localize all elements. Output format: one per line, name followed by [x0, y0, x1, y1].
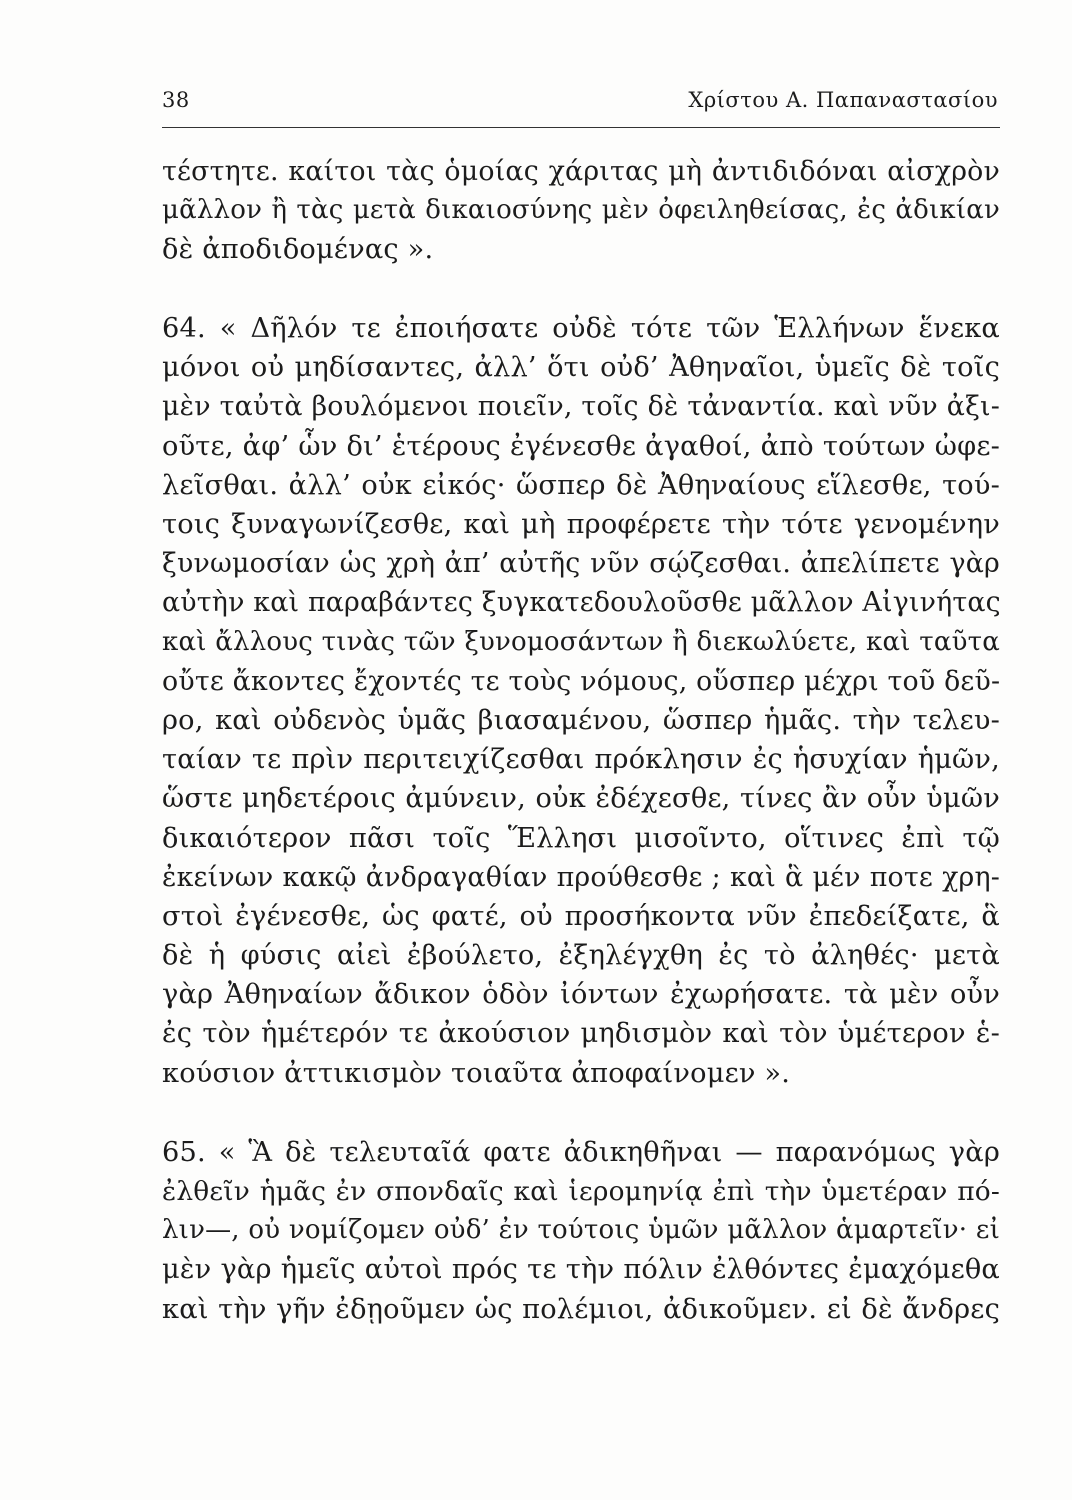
text-line: 64. « Δῆλόν τε ἐποιήσατε οὐδὲ τότε τῶν Ἑλλήνων ἕνεκα [162, 313, 1000, 345]
text-line: ὥστε μηδετέροις ἀμύνειν, οὐκ ἐδέχεσθε, τίνες ἂν οὖν ὑμῶν [162, 783, 1000, 815]
paragraph-gap [162, 270, 1000, 310]
text-line: αὐτὴν καὶ παραβάντες ξυγκατεδουλοῦσθε μᾶλλον Αἰγινήτας [162, 587, 1001, 619]
text-line: δὲ ἡ φύσις αἰεὶ ἐβούλετο, ἐξηλέγχθη ἐς τὸ ἀληθές· μετὰ [162, 940, 1000, 972]
text-line: μᾶλλον ἢ τὰς μετὰ δικαιοσύνης μὲν ὀφειληθείσας, ἐς ἀδικίαν [162, 195, 1000, 226]
text-line: οὔτε ἄκοντες ἔχοντές τε τοὺς νόμους, οὕσπερ μέχρι τοῦ δεῦ- [162, 665, 1001, 697]
text-line: λεῖσθαι. ἀλλ’ οὐκ εἰκός· ὥσπερ δὲ Ἀθηναίους εἵλεσθε, τού- [162, 469, 1000, 501]
text-line: δὲ ἀποδιδομένας ». [162, 234, 434, 266]
text-line: μὲν ταὐτὰ βουλόμενοι ποιεῖν, τοῖς δὲ τἀναντία. καὶ νῦν ἀξι- [162, 391, 1000, 423]
text-line: μόνοι οὐ μηδίσαντες, ἀλλ’ ὅτι οὐδ’ Ἀθηναῖοι, ὑμεῖς δὲ τοῖς [162, 352, 1000, 384]
text-line: λιν—, οὐ νομίζομεν οὐδ’ ἐν τούτοις ὑμῶν μᾶλλον ἁμαρτεῖν· εἰ [162, 1215, 1000, 1246]
text-line: ἐς τὸν ἡμέτερόν τε ἀκούσιον μηδισμὸν καὶ τὸν ὑμέτερον ἑ- [162, 1018, 1000, 1050]
text-line: ἐκείνων κακῷ ἀνδραγαθίαν προύθεσθε ; καὶ ἃ μέν ποτε χρη- [162, 861, 1000, 893]
text-line: ξυνωμοσίαν ὡς χρὴ ἀπ’ αὐτῆς νῦν σῴζεσθαι. ἀπελίπετε γὰρ [162, 548, 1000, 580]
text-line: 65. « Ἃ δὲ τελευταῖά φατε ἀδικηθῆναι — παρανόμως γὰρ [162, 1136, 1000, 1168]
text-line: ταίαν τε πρὶν περιτειχίζεσθαι πρόκλησιν ἐς ἡσυχίαν ἡμῶν, [162, 744, 1000, 776]
text-line: τοις ξυναγωνίζεσθε, καὶ μὴ προφέρετε τὴν τότε γενομένην [162, 509, 1000, 540]
text-line: καὶ τὴν γῆν ἐδῃοῦμεν ὡς πολέμιοι, ἀδικοῦμεν. εἰ δὲ ἄνδρες [162, 1293, 1000, 1325]
running-head: Χρίστου Α. Παπαναστασίου [688, 88, 998, 112]
text-line: οῦτε, ἀφ’ ὧν δι’ ἑτέρους ἐγένεσθε ἀγαθοί, ἀπὸ τούτων ὠφε- [162, 430, 1000, 462]
page-number: 38 [162, 88, 190, 112]
text-line: κούσιον ἀττικισμὸν τοιαῦτα ἀποφαίνομεν ». [162, 1057, 791, 1089]
body-text [162, 152, 1000, 1329]
text-line: στοὶ ἐγένεσθε, ὡς φατέ, οὐ προσήκοντα νῦν ἐπεδείξατε, ἃ [162, 900, 1000, 932]
text-line: ἐλθεῖν ἡμᾶς ἐν σπονδαῖς καὶ ἱερομηνίᾳ ἐπὶ τὴν ὑμετέραν πό- [162, 1176, 1000, 1207]
header-rule [162, 127, 1000, 128]
text-line: γὰρ Ἀθηναίων ἄδικον ὁδὸν ἰόντων ἐχωρήσατε. τὰ μὲν οὖν [162, 979, 1000, 1011]
paragraph-gap [162, 1093, 1000, 1133]
page-header [162, 88, 1000, 124]
text-line: τέστητε. καίτοι τὰς ὁμοίας χάριτας μὴ ἀντιδιδόναι αἰσχρὸν [162, 156, 1000, 187]
text-line: καὶ ἄλλους τινὰς τῶν ξυνομοσάντων ἢ διεκωλύετε, καὶ ταῦτα [162, 626, 1000, 657]
text-line: δικαιότερον πᾶσι τοῖς Ἕλλησι μισοῖντο, οἵτινες ἐπὶ τῷ [162, 822, 1000, 854]
text-line: ρο, καὶ οὐδενὸς ὑμᾶς βιασαμένου, ὥσπερ ἡμᾶς. τὴν τελευ- [162, 704, 1000, 736]
text-line: μὲν γὰρ ἡμεῖς αὐτοὶ πρός τε τὴν πόλιν ἐλθόντες ἐμαχόμεθα [162, 1254, 1000, 1286]
